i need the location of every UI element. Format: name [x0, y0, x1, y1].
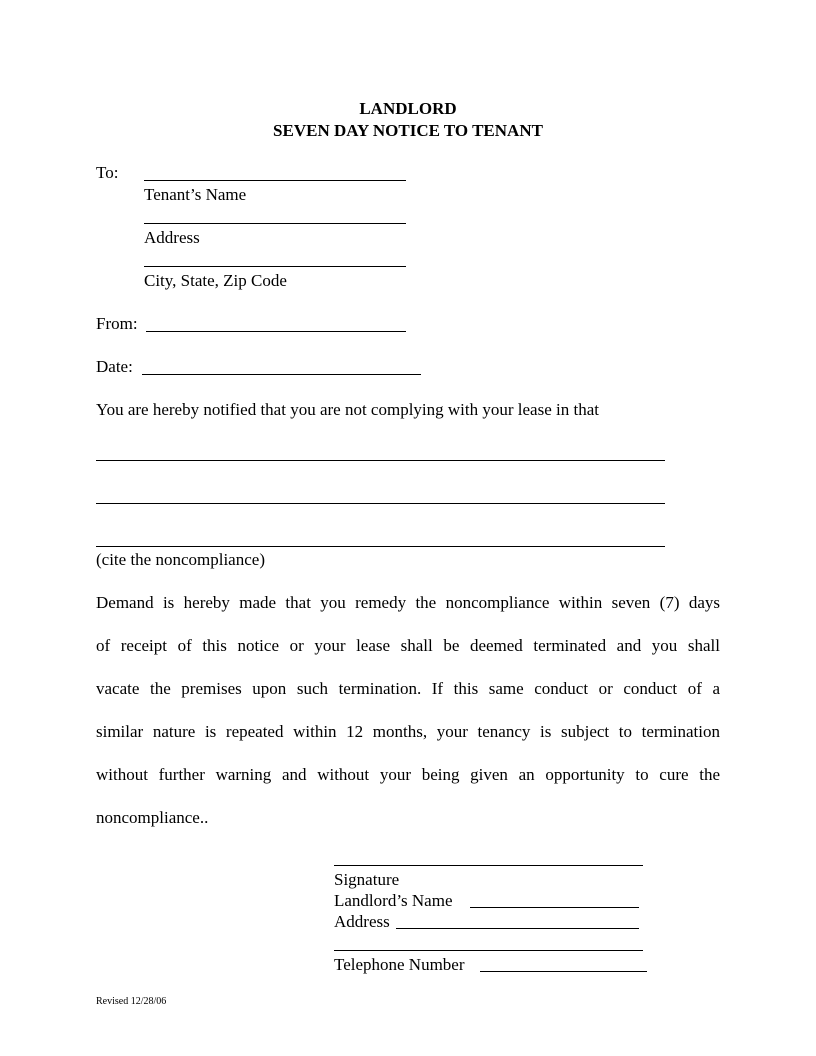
- notice-intro: You are hereby notified that you are not complying with your lease in that: [96, 400, 599, 419]
- landlord-name-label: Landlord’s Name: [334, 891, 453, 910]
- to-label: To:: [96, 163, 119, 182]
- address-line[interactable]: [144, 223, 406, 224]
- title-seven-day-notice: SEVEN DAY NOTICE TO TENANT: [273, 121, 543, 140]
- from-label: From:: [96, 314, 138, 333]
- tenant-name-line[interactable]: [144, 180, 406, 181]
- cite-noncompliance-label: (cite the noncompliance): [96, 550, 265, 569]
- demand-line-5: without further warning and without your being given an opportunity to cure the: [96, 765, 720, 784]
- signature-line[interactable]: [334, 865, 643, 866]
- city-state-zip-line[interactable]: [144, 266, 406, 267]
- date-line[interactable]: [142, 374, 421, 375]
- demand-line-1: Demand is hereby made that you remedy the noncompliance within seven (7) days: [96, 593, 720, 612]
- demand-line-2: of receipt of this notice or your lease shall be deemed terminated and you shall: [96, 636, 720, 655]
- city-state-zip-label: City, State, Zip Code: [144, 271, 287, 290]
- tenant-name-label: Tenant’s Name: [144, 185, 247, 204]
- landlord-address-label: Address: [334, 912, 390, 931]
- noncompliance-line-2[interactable]: [96, 503, 665, 504]
- revised-date: Revised 12/28/06: [96, 996, 167, 1007]
- landlord-name-line[interactable]: [470, 907, 639, 908]
- noncompliance-line-1[interactable]: [96, 460, 665, 461]
- landlord-address-line-1[interactable]: [396, 928, 639, 929]
- signature-label: Signature: [334, 870, 400, 889]
- demand-line-6: noncompliance..: [96, 808, 209, 827]
- telephone-line[interactable]: [480, 971, 647, 972]
- demand-line-3: vacate the premises upon such termination. If this same conduct or conduct of a: [96, 679, 720, 698]
- date-label: Date:: [96, 357, 133, 376]
- noncompliance-line-3[interactable]: [96, 546, 665, 547]
- title-landlord: LANDLORD: [359, 99, 457, 118]
- demand-line-4: similar nature is repeated within 12 months, your tenancy is subject to termination: [96, 722, 720, 741]
- landlord-address-line-2[interactable]: [334, 950, 643, 951]
- address-label: Address: [144, 228, 200, 247]
- telephone-label: Telephone Number: [334, 955, 465, 974]
- from-line[interactable]: [146, 331, 406, 332]
